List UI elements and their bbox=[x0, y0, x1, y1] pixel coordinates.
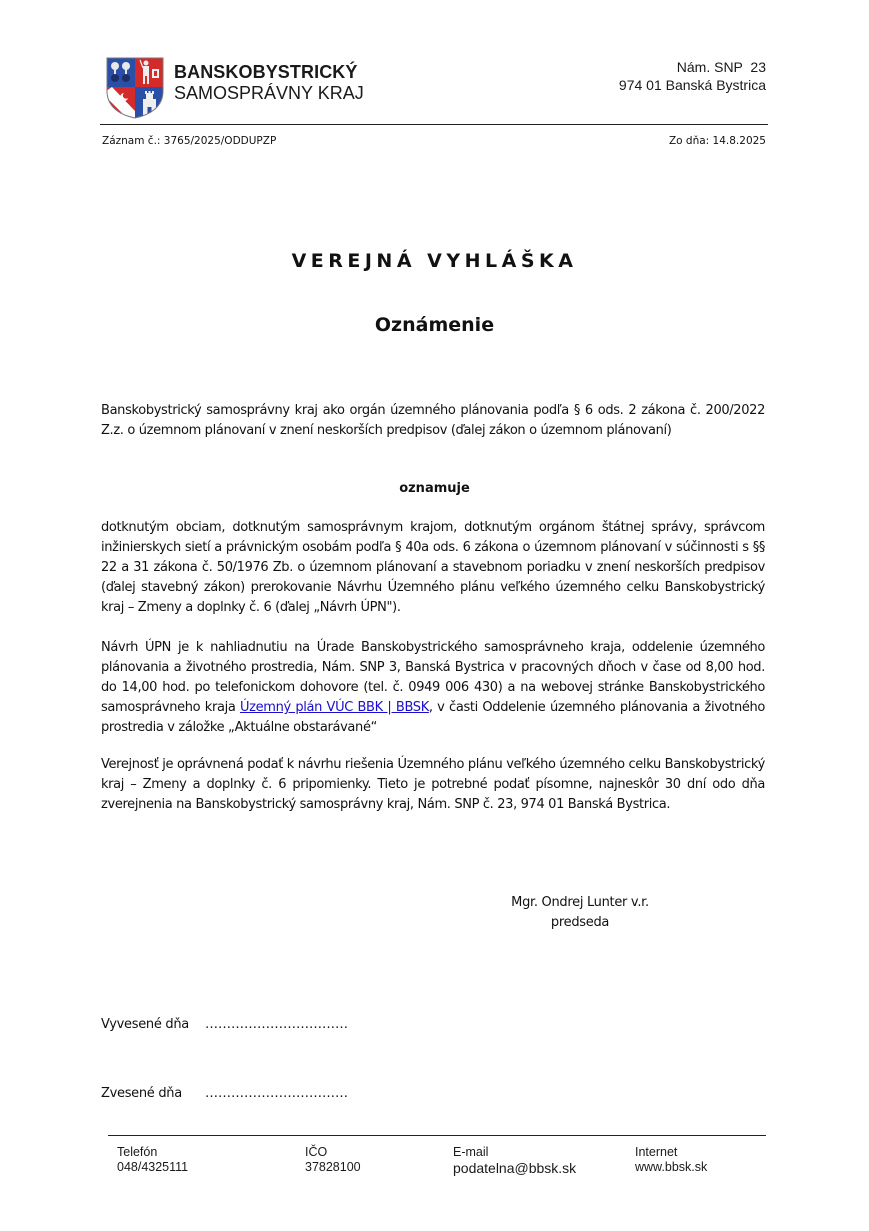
intro-paragraph: Banskobystrický samosprávny kraj ako orgán územného plánovania podľa § 6 ods. 2 zákona č. 200/2022 Z.z. o územnom plánovaní v znení neskorších predpisov (ďalej zákon o územnom plánovaní) bbox=[101, 403, 765, 438]
footer-ico-value: 37828100 bbox=[305, 1160, 361, 1174]
footer-ico-label: IČO bbox=[305, 1145, 328, 1159]
footer-phone-label: Telefón bbox=[117, 1145, 158, 1159]
posted-date-label: Vyvesené dňa bbox=[101, 1017, 189, 1032]
viewing-paragraph bbox=[101, 638, 765, 738]
address-city: 974 01 Banská Bystrica bbox=[618, 77, 766, 93]
record-number: Záznam č.: 3765/2025/ODDUPZP bbox=[102, 135, 277, 147]
org-name-line1: BANSKOBYSTRICKÝ bbox=[174, 62, 358, 82]
viewing-text-before: Návrh ÚPN je k nahliadnutiu na Úrade Banskobystrického samosprávneho kraja, oddelenie územného plánovania a životného prostredia, Nám. SNP 3, Banská Bystrica v pracovných dňoch v čase od 8,00 hod. do 14,00 hod. po telefonickom dohovore (tel. č. 0949 006 430) a na webovej stránke Banskobystrického samosprávneho kraja bbox=[101, 640, 765, 715]
org-address bbox=[619, 58, 766, 94]
footer-divider bbox=[108, 1135, 766, 1136]
signature-block bbox=[480, 893, 680, 933]
document-title: VEREJNÁ VYHLÁŠKA bbox=[291, 250, 578, 272]
org-name-line2: SAMOSPRÁVNY KRAJ bbox=[174, 83, 364, 103]
footer-web-value: www.bbsk.sk bbox=[635, 1160, 708, 1174]
signatory-role: predseda bbox=[550, 915, 610, 930]
footer-email bbox=[453, 1145, 576, 1177]
removed-date-row bbox=[101, 1086, 348, 1101]
comments-paragraph: Verejnosť je oprávnená podať k návrhu riešenia Územného plánu veľkého územného celku Banskobystrický kraj – Zmeny a doplnky č. 6 pripomienky. Tieto je potrebné podať písomne, najneskôr 30 dní odo dňa zverejnenia na Banskobystrický samosprávny kraj, Nám. SNP č. 23, 974 01 Banská Bystrica. bbox=[101, 757, 765, 812]
coat-of-arms-icon bbox=[106, 57, 164, 119]
footer-email-label: E-mail bbox=[453, 1145, 489, 1159]
signatory-name: Mgr. Ondrej Lunter v.r. bbox=[511, 895, 649, 910]
viewing-text-after: , v časti Oddelenie územného plánovania a životného prostredia v záložke „Aktuálne obstarávané“ bbox=[101, 700, 765, 735]
footer-web bbox=[635, 1145, 707, 1175]
posted-date-field: …………………………… bbox=[205, 1017, 348, 1032]
footer-web-label: Internet bbox=[635, 1145, 678, 1159]
header-divider bbox=[100, 124, 768, 125]
recipients-paragraph: dotknutým obciam, dotknutým samosprávnym krajom, dotknutým orgánom štátnej správy, správcom inžinierskych sietí a právnickým osobám podľa § 40a ods. 6 zákona o územnom plánovaní v súčinnosti s §§ 22 a 31 zákona č. 50/1976 Zb. o územnom plánovaní a stavebnom poriadku v znení neskorších predpisov (ďalej stavebný zákon) prerokovanie Návrhu Územného plánu veľkého územného celku Banskobystrický kraj – Zmeny a doplnky č. 6 (ďalej „Návrh ÚPN"). bbox=[101, 520, 765, 615]
territorial-plan-link[interactable]: Územný plán VÚC BBK | BBSK bbox=[239, 700, 429, 715]
posted-date-row bbox=[101, 1017, 348, 1032]
document-subtitle: Oznámenie bbox=[374, 314, 495, 336]
footer-phone-value: 048/4325111 bbox=[117, 1160, 189, 1174]
removed-date-field: …………………………… bbox=[205, 1086, 348, 1101]
removed-date-label: Zvesené dňa bbox=[101, 1086, 182, 1101]
announce-heading: oznamuje bbox=[399, 481, 470, 496]
footer-email-value: podatelna@bbsk.sk bbox=[453, 1160, 577, 1176]
organization-name bbox=[174, 62, 364, 104]
footer-ico bbox=[305, 1145, 361, 1175]
document-date: Zo dňa: 14.8.2025 bbox=[668, 135, 766, 147]
footer-phone bbox=[117, 1145, 188, 1175]
address-street: Nám. SNP 23 bbox=[676, 59, 766, 75]
